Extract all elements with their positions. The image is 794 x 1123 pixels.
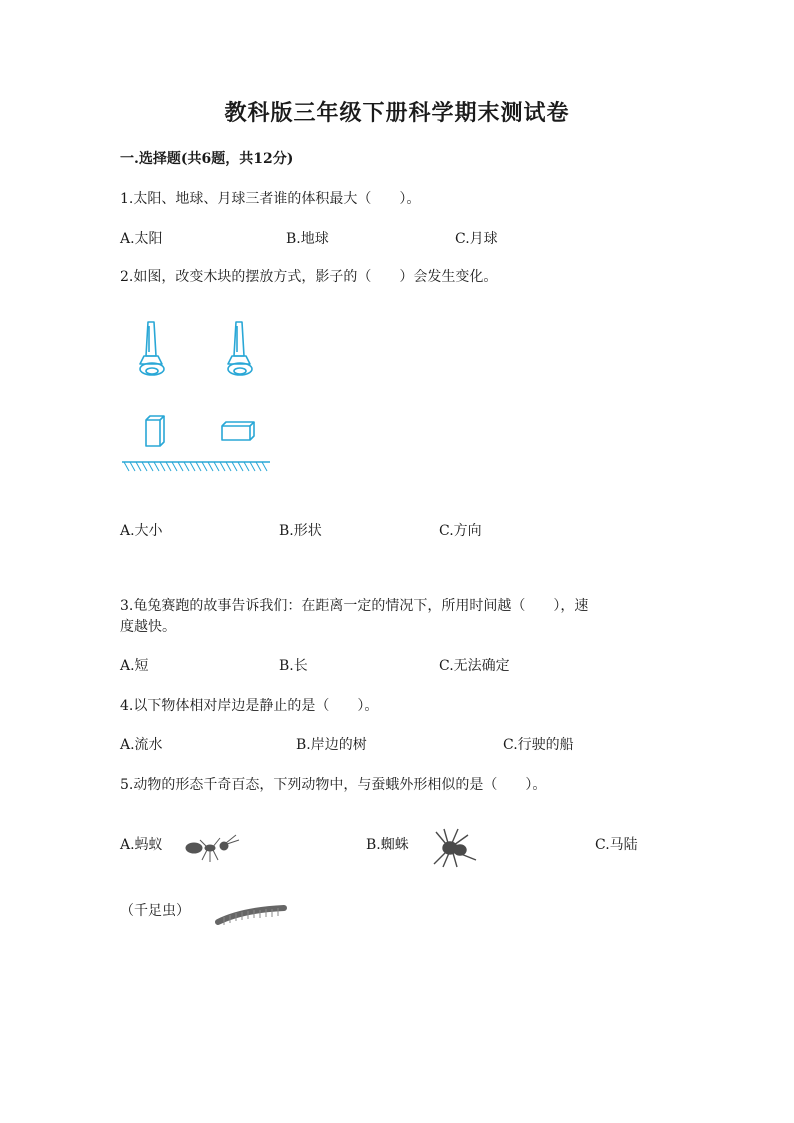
wood-block-icon <box>146 416 164 446</box>
flashlight-block-figure <box>118 316 278 481</box>
flashlight-icon <box>140 322 164 375</box>
question-3-line-2: 度越快。 <box>120 619 176 635</box>
q4-option-c: C.行驶的船 <box>503 737 574 753</box>
q4-option-b: B.岸边的树 <box>296 737 367 753</box>
q1-option-b: B.地球 <box>286 231 329 247</box>
spider-image <box>420 826 482 870</box>
question-5: 5.动物的形态千奇百态，下列动物中，与蚕蛾外形相似的是（ ）。 <box>120 777 547 793</box>
wood-block-icon <box>222 422 254 440</box>
question-1: 1.太阳、地球、月球三者谁的体积最大（ ）。 <box>120 191 421 207</box>
q3-option-c: C.无法确定 <box>439 658 510 674</box>
ant-image <box>180 832 250 866</box>
q3-option-b: B.长 <box>279 658 308 674</box>
q5-option-b: B.蜘蛛 <box>366 837 409 853</box>
section-heading: 一.选择题(共6题，共12分) <box>120 151 294 167</box>
q4-option-a: A.流水 <box>120 737 163 753</box>
q2-option-a: A.大小 <box>120 523 163 539</box>
q5-option-a: A.蚂蚁 <box>120 837 163 853</box>
flashlight-icon <box>228 322 252 375</box>
page-title: 教科版三年级下册科学期末测试卷 <box>224 100 570 126</box>
millipede-image <box>212 900 292 930</box>
q5-option-c: C.马陆 <box>595 837 638 853</box>
q5-option-c-note: （千足虫） <box>120 903 190 919</box>
question-3-line-1: 3.龟兔赛跑的故事告诉我们：在距离一定的情况下，所用时间越（ ），速 <box>120 598 589 614</box>
q2-option-b: B.形状 <box>279 523 322 539</box>
question-4: 4.以下物体相对岸边是静止的是（ ）。 <box>120 698 379 714</box>
q3-option-a: A.短 <box>120 658 149 674</box>
q2-option-c: C.方向 <box>439 523 482 539</box>
q1-option-c: C.月球 <box>455 231 498 247</box>
q1-option-a: A.太阳 <box>120 231 163 247</box>
question-2: 2.如图，改变木块的摆放方式，影子的（ ）会发生变化。 <box>120 269 498 285</box>
